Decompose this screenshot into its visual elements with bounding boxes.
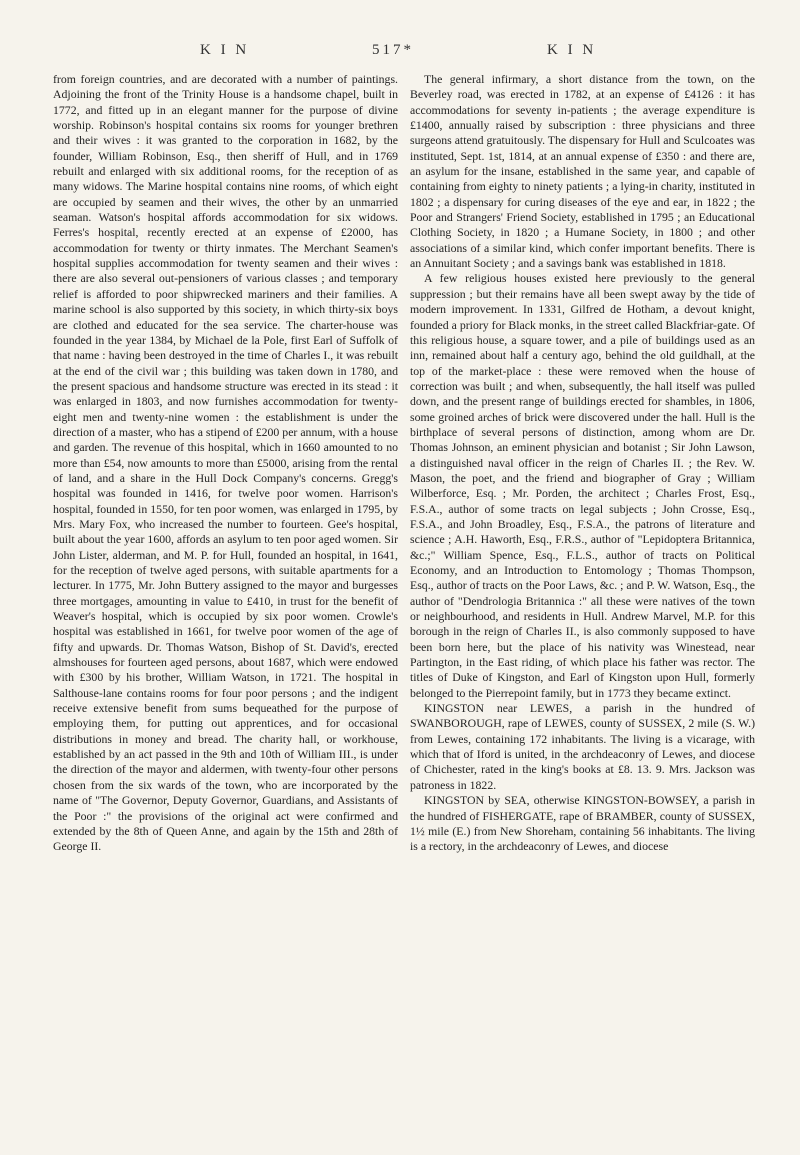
paragraph-religious-houses: A few religious houses existed here previously to the general suppression ; but their remains have all been swept away by the tide of modern improvement. In 1331, Gilfred de Hotham, a devout knight, founded a priory for Black monks, in the street called Blackfriar-gate. Of this religious house, a square tower, and a pile of buildings used as an inn, remained about half a century ago, behind the old guildhall, at the top of the market-place : these were removed when the house of correction was built ; and when, subsequently, the hall itself was pulled down, and the present range of buildings erected for shambles, in 1806, some groined arches of brick were discovered under the hall. Hull is the birthplace of several persons of distinction, among whom are Dr. Thomas Johnson, an eminent physician and botanist ; Sir John Lawson, a distinguished naval officer in the reign of Charles II. ; the Rev. W. Mason, the poet, and the friend and biographer of Gray ; William Wilberforce, Esq. ; Mr. Porden, the architect ; Charles Frost, Esq., F.S.A., author of some tracts on legal subjects ; John Crosse, Esq., F.S.A., and John Broadley, Esq., F.S.A., the patrons of literature and science ; A.H. Haworth, Esq., F.R.S., author of "Lepidoptera Britannica, &c.;" William Spence, Esq., F.L.S., author of tracts on Political Economy, and an Introduction to Entomology ; Thomas Thompson, Esq., author of tracts on the Poor Laws, &c. ; and P. W. Watson, Esq., the author of "Dendrologia Britannica :" all these were natives of the town or neighbourhood, and residents in Hull. Andrew Marvel, M.P. for this borough in the reign of Charles II., is also commonly supposed to have been born here, but the place of his nativity was Winestead, near Partington, in the East riding, of which place his father was rector. The titles of Duke of Kingston, and Earl of Kingston upon Hull, formerly belonged to the Pierrepoint family, but in 1773 they became extinct. [410,271,755,700]
paragraph-kingston-lewes: KINGSTON near LEWES, a parish in the hundred of SWANBOROUGH, rape of LEWES, county of SUSSEX, 2 mile (S. W.) from Lewes, containing 172 inhabitants. The living is a vicarage, with which that of Iford is united, in the archdeaconry of Lewes, and diocese of Chichester, rated in the king's books at £8. 13. 9. Mrs. Jackson was patroness in 1822. [410,701,755,792]
paragraph-hospitals: from foreign countries, and are decorated with a number of paintings. Adjoining the front of the Trinity House is a handsome chapel, built in 1772, and fitted up in an elegant manner for the purpose of divine worship. Robinson's hospital contains six rooms for younger brethren and their wives : it was granted to the corporation in 1682, by the founder, William Robinson, Esq., then sheriff of Hull, and in 1769 rebuilt and enlarged with six additional rooms, for the reception of as many widows. The Marine hospital contains nine rooms, of which eight are occupied by seamen and their wives, the other by an unmarried seaman. Watson's hospital affords accommodation for six widows. Ferres's hospital, recently erected at an expense of £2000, has accommodation for twenty or thirty inmates. The Merchant Seamen's hospital supplies accommodation for twenty seamen and their wives : there are also several out-pensioners of various classes ; and temporary relief is afforded to poor shipwrecked mariners and their families. A marine school is also supported by this society, in which thirty-six boys are clothed and educated for the sea service. The charter-house was founded in the year 1384, by Michael de la Pole, first Earl of Suffolk of that name : having been destroyed in the time of Charles I., it was rebuilt at the end of the civil war ; this building was taken down in 1780, and the present spacious and handsome structure was erected in its stead : it was enlarged in 1803, and now furnishes accommodation for twenty-eight men and twenty-nine women : the establishment is under the direction of a master, who has a stipend of £200 per annum, with a house and garden. The revenue of this hospital, which in 1660 amounted to no more than £54, now amounts to more than £5000, arising from the rental of land, and a share in the Hull Dock Company's concerns. Gregg's hospital was founded in 1416, for twelve poor women. Harrison's hospital, founded in 1550, for ten poor women, was enlarged in 1795, by Mrs. Mary Fox, who increased the number to fourteen. Gee's hospital, built about the year 1600, affords an asylum to ten poor aged women. Sir John Lister, alderman, and M. P. for Hull, founded an hospital, in 1641, for the reception of twelve aged persons, with suitable apartments for a lecturer. In 1775, Mr. John Buttery assigned to the mayor and burgesses three mortgages, amounting in value to £410, in trust for the benefit of Weaver's hospital, which is occupied by six poor women. Crowle's hospital was established in 1661, for twelve poor women of the age of fifty and upwards. Dr. Thomas Watson, Bishop of St. David's, erected almshouses for fourteen aged persons, about 1687, which were endowed with £300 by his brother, William Watson, in 1721. The hospital in Salthouse-lane contains rooms for four poor persons ; and the indigent receive extensive benefit from sums bequeathed for the purpose of employing them, for putting out apprentices, and for occasional distributions in money and bread. The charity hall, or workhouse, established by an act passed in the 9th and 10th of William III., is under the direction of the mayor and aldermen, with twenty-four other persons chosen from the six wards of the town, who are incorporated by the name of "The Governor, Deputy Governor, Guardians, and Assistants of the Poor :" the provisions of the original act were confirmed and extended by the 8th of Queen Anne, and again by the 15th and 28th of George II. [53,72,398,854]
left-column [53,72,398,1132]
running-header [0,42,800,62]
header-right: K I N [547,42,597,58]
right-column [410,72,755,1132]
paragraph-infirmary: The general infirmary, a short distance from the town, on the Beverley road, was erected in 1782, at an expense of £4126 : it has accommodations for seventy in-patients ; the average expenditure is £1400, annually raised by subscription : three physicians and three surgeons attend gratuitously. The dispensary for Hull and Sculcoates was instituted, Sept. 1st, 1814, at an annual expense of £350 : and there are, an asylum for the insane, established in the same year, and capable of containing from eighty to ninety patients ; a lying-in charity, instituted in 1802 ; a dispensary for curing diseases of the eye and ear, in 1822 ; the Poor and Strangers' Friend Society, established in 1795 ; an Educational Clothing Society, in 1820 ; a Humane Society, in 1800 ; and other associations of a similar kind, which confer important benefits. There is an Annuitant Society ; and a savings bank was established in 1818. [410,72,755,271]
page-number: 517* [372,42,414,58]
header-left: K I N [200,42,250,58]
paragraph-kingston-sea: KINGSTON by SEA, otherwise KINGSTON-BOWSEY, a parish in the hundred of FISHERGATE, rape of BRAMBER, county of SUSSEX, 1½ mile (E.) from New Shoreham, containing 56 inhabitants. The living is a rectory, in the archdeaconry of Lewes, and diocese [410,793,755,854]
